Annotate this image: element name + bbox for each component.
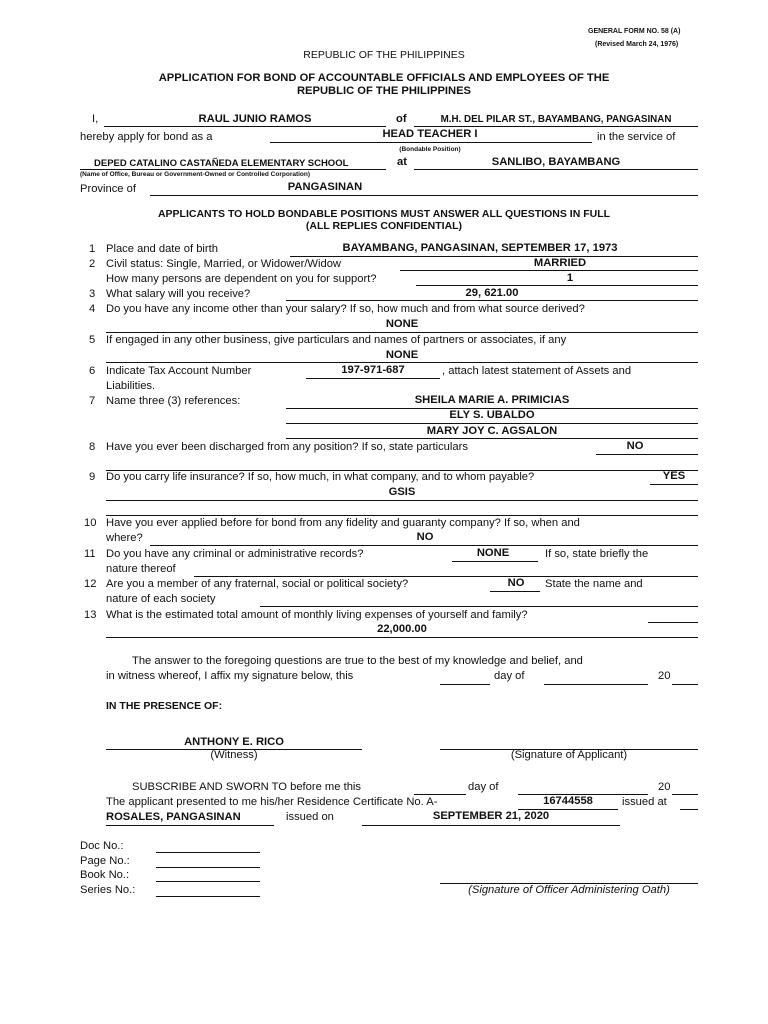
of-label: of bbox=[396, 113, 407, 125]
name-line bbox=[104, 126, 386, 127]
q13-answer: 22,000.00 bbox=[377, 623, 427, 635]
at-label: at bbox=[397, 156, 407, 168]
reference-2: ELY S. UBALDO bbox=[449, 409, 535, 421]
q9-answer-2: GSIS bbox=[388, 486, 416, 498]
applicant-signature-caption: (Signature of Applicant) bbox=[510, 749, 628, 761]
q2-dependents-answer: 1 bbox=[566, 272, 574, 284]
q11-label-after: If so, state briefly the bbox=[545, 548, 649, 560]
q2-answer: MARRIED bbox=[533, 257, 587, 269]
q5-line bbox=[106, 362, 698, 363]
q10-line bbox=[150, 545, 698, 546]
q6-label-line2: Liabilities. bbox=[106, 380, 156, 392]
residence-number: 16744558 bbox=[543, 795, 593, 807]
office-line bbox=[80, 169, 386, 170]
i-label: I, bbox=[92, 113, 99, 125]
declaration-line1: The answer to the foregoing questions are true to the best of my knowledge and belief, and bbox=[132, 655, 583, 667]
q10-answer: NO bbox=[416, 531, 434, 543]
issued-date: SEPTEMBER 21, 2020 bbox=[432, 810, 550, 822]
doc-no-label: Doc No.: bbox=[80, 840, 124, 852]
reference-1: SHEILA MARIE A. PRIMICIAS bbox=[414, 394, 570, 406]
q12-label-after: State the name and bbox=[545, 578, 643, 590]
page-no-line bbox=[156, 867, 260, 868]
revised-date: (Revised March 24, 1976) bbox=[595, 41, 679, 48]
reference-3-line bbox=[286, 438, 698, 439]
declaration-day-line bbox=[440, 684, 490, 685]
q3-line bbox=[286, 300, 698, 301]
declaration-day-of: day of bbox=[494, 670, 525, 682]
q13-line bbox=[106, 637, 698, 638]
q5-label: If engaged in any other business, give particulars and names of partners or associates, if any bbox=[106, 334, 567, 346]
q11-label: Do you have any criminal or administrative records? bbox=[106, 548, 364, 560]
reference-2-line bbox=[286, 423, 698, 424]
q9-answer: YES bbox=[662, 470, 686, 482]
declaration-line2: in witness whereof, I affix my signature below, this bbox=[106, 670, 354, 682]
q9-number: 9 bbox=[89, 471, 96, 483]
q8-label: Have you ever been discharged from any position? If so, state particulars bbox=[106, 441, 468, 453]
q3-number: 3 bbox=[89, 288, 96, 300]
q2-line bbox=[400, 270, 698, 271]
q8-number: 8 bbox=[89, 441, 96, 453]
q9-line-2 bbox=[106, 500, 698, 501]
q10-label-line2: where? bbox=[106, 532, 143, 544]
sworn-year-line bbox=[672, 794, 698, 795]
q6-line bbox=[306, 378, 440, 379]
applicant-address: M.H. DEL PILAR ST., BAYAMBANG, PANGASINAN bbox=[440, 114, 672, 125]
sworn-day-of: day of bbox=[468, 781, 499, 793]
form-title-line2: REPUBLIC OF THE PHILIPPINES bbox=[296, 85, 472, 97]
q6-label-after: , attach latest statement of Assets and bbox=[442, 365, 632, 377]
q2-dependents-label: How many persons are dependent on you for support? bbox=[106, 273, 377, 285]
q9-line-3 bbox=[106, 515, 698, 516]
q10-number: 10 bbox=[84, 517, 97, 529]
witness-caption: (Witness) bbox=[210, 749, 258, 761]
province-line bbox=[150, 195, 698, 196]
position-line bbox=[270, 142, 592, 143]
q3-answer: 29, 621.00 bbox=[465, 287, 519, 299]
issued-date-line bbox=[362, 825, 620, 826]
declaration-year: 20 bbox=[658, 670, 671, 682]
page-no-label: Page No.: bbox=[80, 855, 130, 867]
witness-name: ANTHONY E. RICO bbox=[184, 736, 284, 748]
q7-number: 7 bbox=[89, 395, 96, 407]
book-no-line bbox=[156, 881, 260, 882]
q4-answer: NONE bbox=[385, 318, 419, 330]
q11-answer: NONE bbox=[476, 547, 510, 559]
q8-line bbox=[596, 454, 698, 455]
office-location: SANLIBO, BAYAMBANG bbox=[491, 156, 621, 168]
officer-signature-caption: (Signature of Officer Administering Oath) bbox=[468, 884, 670, 896]
form-number: GENERAL FORM NO. 58 (A) bbox=[588, 28, 681, 35]
declaration-month-line bbox=[544, 684, 648, 685]
q12-answer: NO bbox=[507, 577, 525, 589]
republic-heading: REPUBLIC OF THE PHILIPPINES bbox=[303, 49, 465, 61]
q1-answer: BAYAMBANG, PANGASINAN, SEPTEMBER 17, 1973 bbox=[342, 242, 618, 254]
book-no-label: Book No.: bbox=[80, 869, 130, 881]
form-title-line1: APPLICATION FOR BOND OF ACCOUNTABLE OFFICIALS AND EMPLOYEES OF THE bbox=[158, 72, 610, 84]
issued-at-label: issued at bbox=[622, 796, 667, 808]
q10-label: Have you ever applied before for bond from any fidelity and guaranty company? If so, when and bbox=[106, 517, 580, 529]
q2-dependents-line bbox=[416, 285, 698, 286]
doc-no-line bbox=[156, 852, 260, 853]
q1-label: Place and date of birth bbox=[106, 243, 218, 255]
service-label: in the service of bbox=[597, 131, 676, 143]
position-caption: (Bondable Position) bbox=[399, 146, 461, 153]
instructions-line1: APPLICANTS TO HOLD BONDABLE POSITIONS MUST ANSWER ALL QUESTIONS IN FULL bbox=[157, 208, 611, 220]
series-no-label: Series No.: bbox=[80, 884, 136, 896]
q12-number: 12 bbox=[84, 578, 97, 590]
location-line bbox=[414, 169, 698, 170]
issued-place: ROSALES, PANGASINAN bbox=[106, 811, 241, 823]
sworn-label: SUBSCRIBE AND SWORN TO before me this bbox=[132, 781, 361, 793]
q6-label: Indicate Tax Account Number bbox=[106, 365, 252, 377]
q12-label: Are you a member of any fraternal, social or political society? bbox=[106, 578, 409, 590]
office-caption: (Name of Office, Bureau or Government-Owned or Controlled Corporation) bbox=[80, 171, 311, 178]
reference-3: MARY JOY C. AGSALON bbox=[426, 425, 558, 437]
q13-label: What is the estimated total amount of monthly living expenses of yourself and family? bbox=[106, 609, 528, 621]
residence-label: The applicant presented to me his/her Residence Certificate No. A- bbox=[106, 796, 438, 808]
in-presence-label: IN THE PRESENCE OF: bbox=[106, 700, 223, 712]
q5-number: 5 bbox=[89, 334, 96, 346]
q12-line bbox=[490, 591, 540, 592]
q1-number: 1 bbox=[89, 243, 96, 255]
q3-label: What salary will you receive? bbox=[106, 288, 251, 300]
tax-account-number: 197-971-687 bbox=[341, 364, 405, 376]
q9-label: Do you carry life insurance? If so, how much, in what company, and to whom payable? bbox=[106, 471, 535, 483]
sworn-year: 20 bbox=[658, 781, 671, 793]
series-no-line bbox=[156, 896, 260, 897]
q9-line bbox=[650, 484, 698, 485]
q6-number: 6 bbox=[89, 365, 96, 377]
q11-label-line2: nature thereof bbox=[106, 563, 176, 575]
province-label: Province of bbox=[80, 183, 136, 195]
q13-number: 13 bbox=[84, 609, 97, 621]
q2-label: Civil status: Single, Married, or Widower/Widow bbox=[106, 258, 342, 270]
q11-line bbox=[452, 561, 538, 562]
address-line bbox=[414, 126, 698, 127]
declaration-year-line bbox=[672, 684, 698, 685]
q7-label: Name three (3) references: bbox=[106, 395, 241, 407]
q4-label: Do you have any income other than your salary? If so, how much and from what source derived? bbox=[106, 303, 585, 315]
province-value: PANGASINAN bbox=[287, 181, 363, 193]
apply-label: hereby apply for bond as a bbox=[80, 131, 213, 143]
office-name: DEPED CATALINO CASTAÑEDA ELEMENTARY SCHOOL bbox=[94, 158, 349, 169]
q11-line-2 bbox=[194, 576, 698, 577]
q5-answer: NONE bbox=[385, 349, 419, 361]
instructions-line2: (ALL REPLIES CONFIDENTIAL) bbox=[305, 220, 463, 232]
issued-on-label: issued on bbox=[286, 811, 334, 823]
q12-label-line2: nature of each society bbox=[106, 593, 216, 605]
q12-line-2 bbox=[260, 606, 698, 607]
issued-place-line bbox=[106, 825, 274, 826]
q4-number: 4 bbox=[89, 303, 96, 315]
sworn-day-line bbox=[414, 794, 466, 795]
q11-number: 11 bbox=[84, 548, 96, 560]
bondable-position: HEAD TEACHER I bbox=[382, 128, 478, 140]
applicant-name: RAUL JUNIO RAMOS bbox=[198, 113, 312, 125]
q4-line bbox=[106, 332, 698, 333]
issued-at-line bbox=[680, 809, 698, 810]
q8-answer: NO bbox=[626, 440, 644, 452]
q2-number: 2 bbox=[89, 258, 96, 270]
